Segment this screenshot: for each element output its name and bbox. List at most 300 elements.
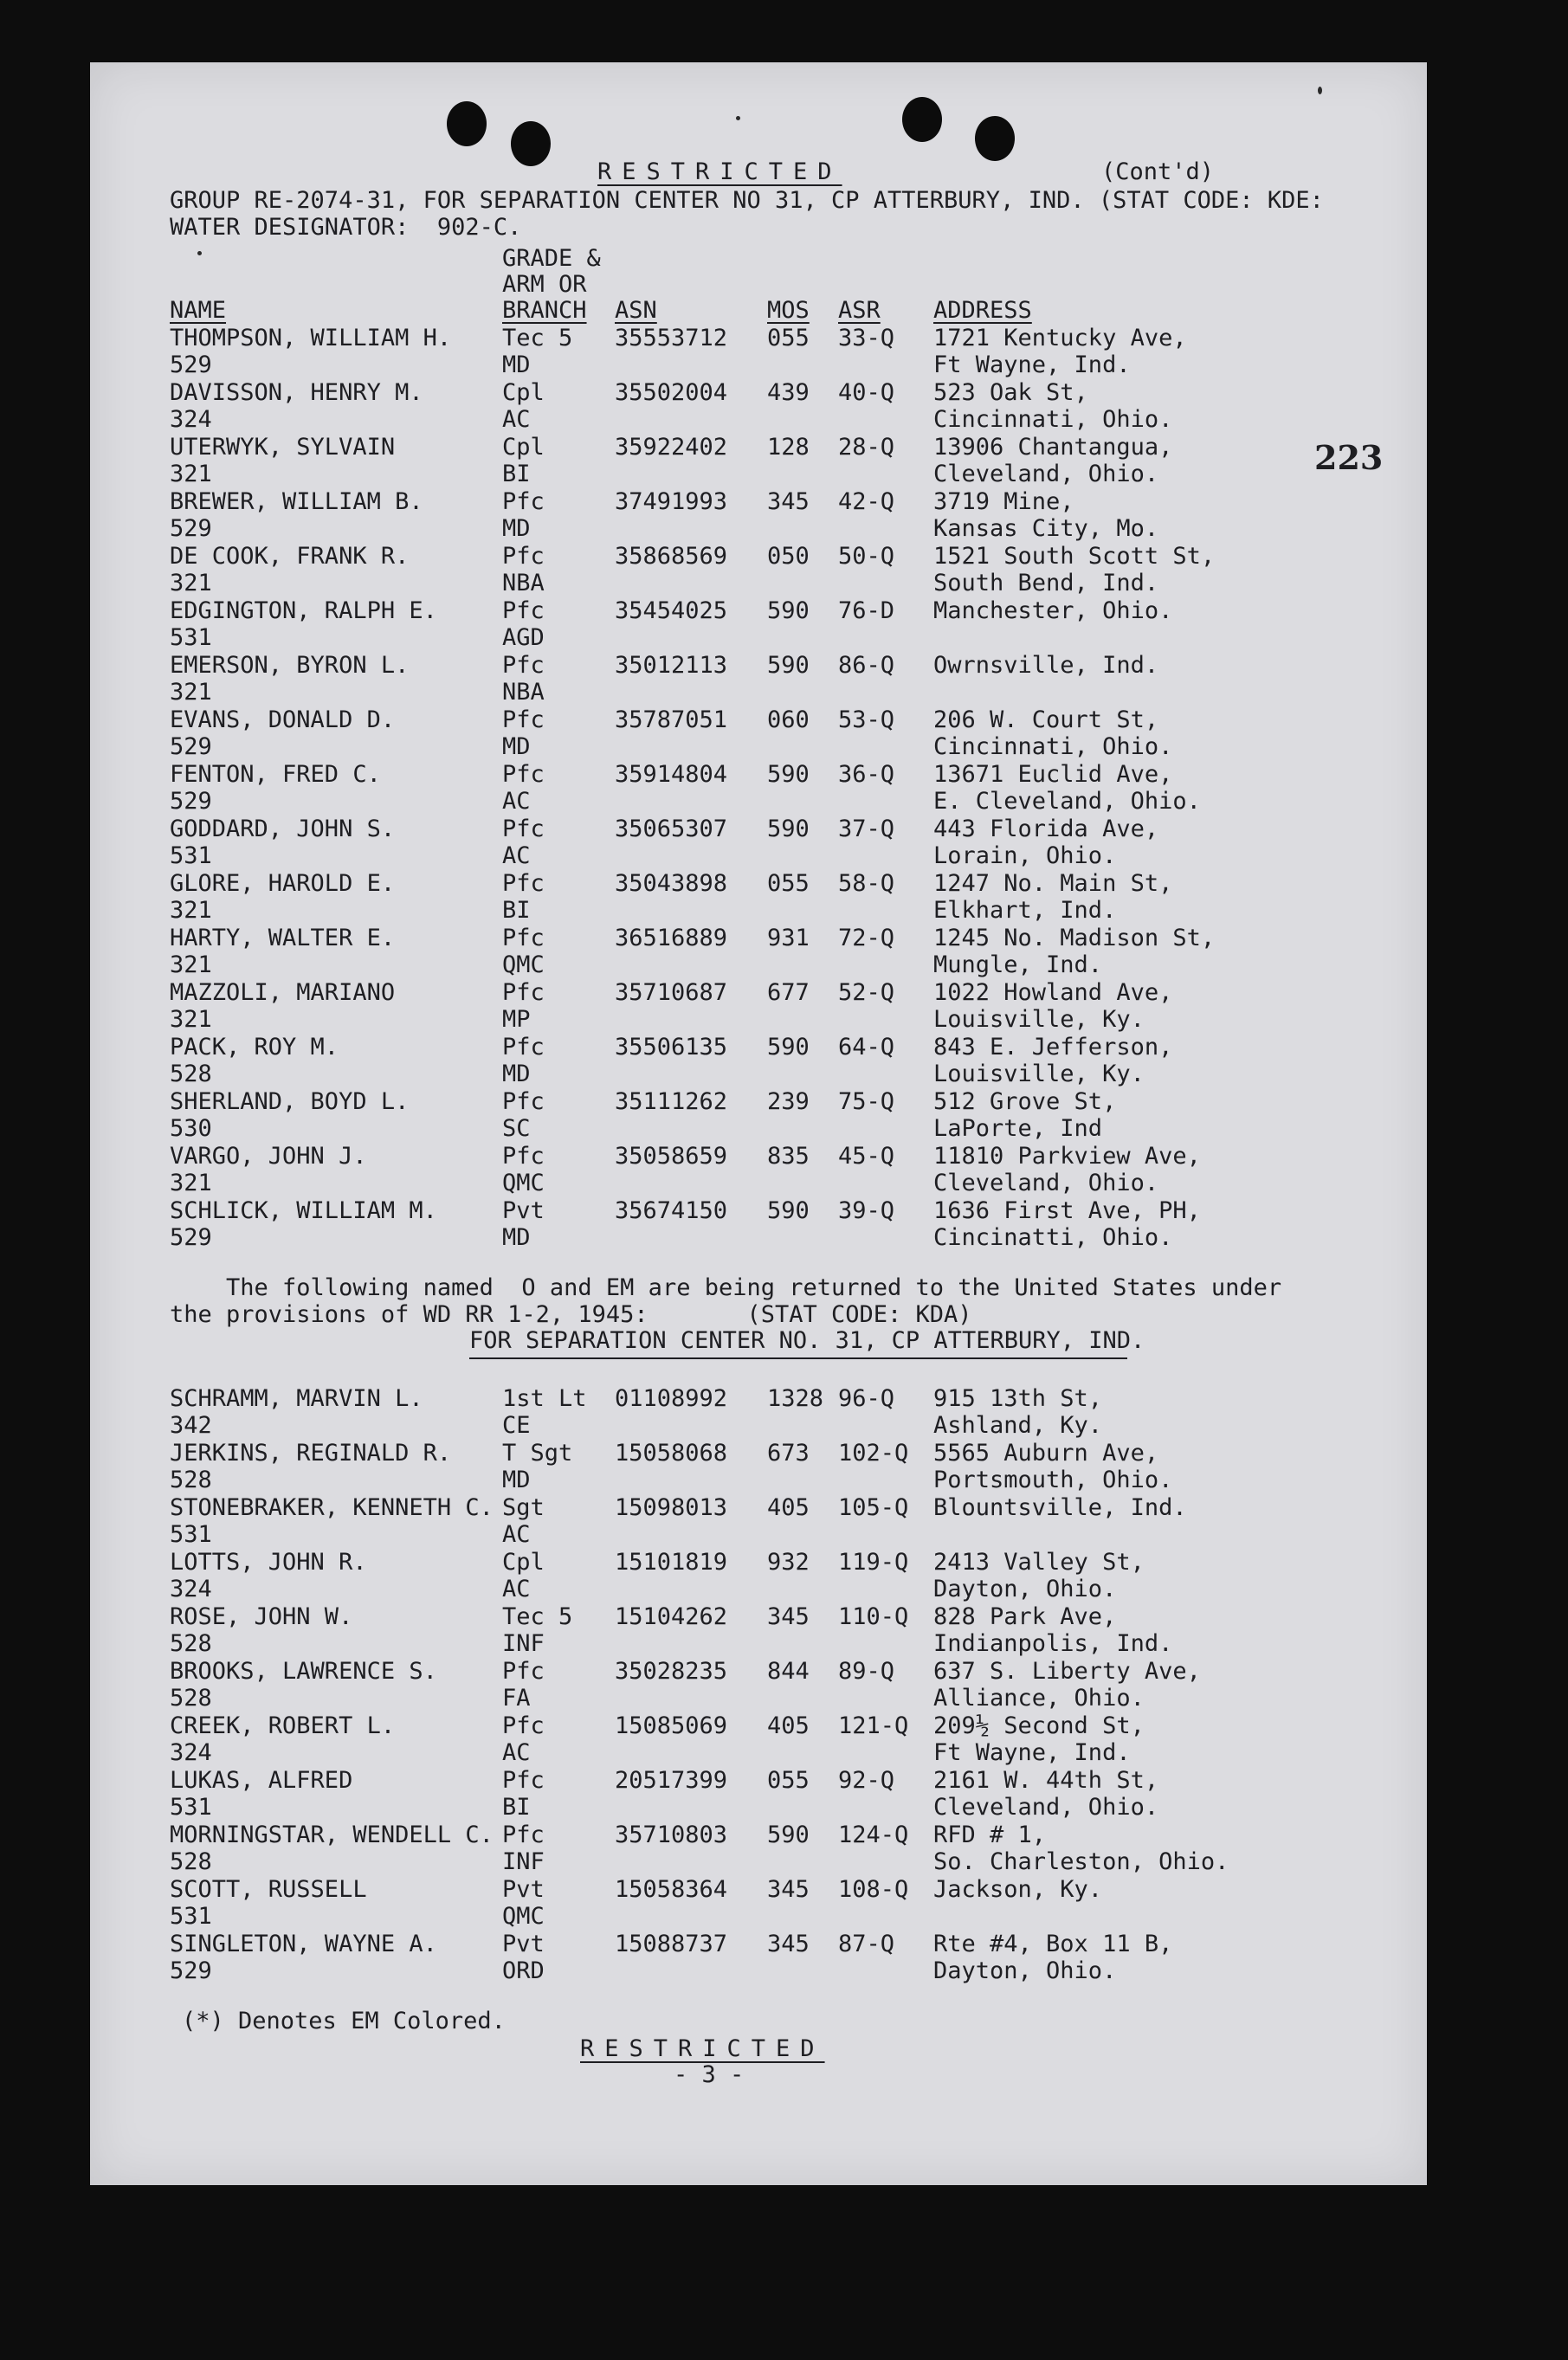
mos: 345 [767, 1931, 810, 1957]
grade: Pfc [502, 488, 545, 515]
asn: 15101819 [615, 1549, 728, 1576]
page-stamp-number: 223 [1314, 438, 1384, 477]
address-line-1: 443 Florida Ave, [933, 816, 1159, 842]
asn: 15104262 [615, 1603, 728, 1630]
address-line-2: Dayton, Ohio. [933, 1957, 1117, 1984]
soldier-name: GLORE, HAROLD E. [170, 870, 396, 897]
arm-branch: AC [502, 1739, 531, 1766]
section-2-header: FOR SEPARATION CENTER NO. 31, CP ATTERBURY, IND. [469, 1327, 1145, 1354]
paper-speck [197, 251, 202, 255]
soldier-name: PACK, ROY M. [170, 1034, 339, 1061]
soldier-name: FENTON, FRED C. [170, 761, 381, 788]
table-row [90, 1767, 1427, 1822]
asr: 52-Q [838, 979, 895, 1006]
address-line-1: 1636 First Ave, PH, [933, 1197, 1201, 1224]
address-line-1: 2413 Valley St, [933, 1549, 1145, 1576]
unit-code: 529 [170, 1224, 212, 1251]
table-row [90, 1712, 1427, 1768]
address-line-1: 5565 Auburn Ave, [933, 1440, 1159, 1467]
paragraph-line-1: The following named O and EM are being returned to the United States under [170, 1274, 1282, 1301]
asr: 72-Q [838, 925, 895, 951]
mos: 590 [767, 1034, 810, 1061]
arm-branch: CE [502, 1412, 531, 1439]
arm-branch: BI [502, 1794, 531, 1821]
table-row [90, 1494, 1427, 1550]
address-line-1: 512 Grove St, [933, 1088, 1117, 1115]
address-line-1: 1022 Howland Ave, [933, 979, 1173, 1006]
paragraph-line-2: the provisions of WD RR 1-2, 1945: (STAT CODE: KDA) [170, 1301, 972, 1328]
unit-code: 530 [170, 1115, 212, 1142]
asr: 40-Q [838, 379, 895, 406]
asn: 35502004 [615, 379, 728, 406]
unit-code: 531 [170, 1521, 212, 1548]
address-line-2: Alliance, Ohio. [933, 1685, 1145, 1712]
mos: 673 [767, 1440, 810, 1467]
asn: 35012113 [615, 652, 728, 679]
mos: 677 [767, 979, 810, 1006]
unit-code: 531 [170, 1903, 212, 1930]
soldier-name: MORNINGSTAR, WENDELL C. [170, 1822, 494, 1848]
mos: 405 [767, 1712, 810, 1739]
table-row [90, 1034, 1427, 1089]
address-line-1: 11810 Parkview Ave, [933, 1143, 1201, 1170]
address-line-1: 1721 Kentucky Ave, [933, 325, 1187, 351]
table-row [90, 1549, 1427, 1604]
unit-code: 321 [170, 1170, 212, 1196]
asr: 124-Q [838, 1822, 909, 1848]
address-line-2: Cleveland, Ohio. [933, 1794, 1159, 1821]
mos: 345 [767, 488, 810, 515]
section-2-header-rule [469, 1357, 1127, 1359]
arm-branch: AC [502, 842, 531, 869]
soldier-name: STONEBRAKER, KENNETH C. [170, 1494, 494, 1521]
address-line-2: Louisville, Ky. [933, 1006, 1145, 1033]
asn: 35553712 [615, 325, 728, 351]
address-line-1: 1521 South Scott St, [933, 543, 1216, 570]
arm-branch: NBA [502, 679, 545, 706]
soldier-name: EVANS, DONALD D. [170, 706, 396, 733]
asn: 35710687 [615, 979, 728, 1006]
table-row [90, 543, 1427, 598]
col-header-grade: GRADE & [502, 245, 601, 272]
address-line-1: 523 Oak St, [933, 379, 1088, 406]
grade: Pfc [502, 1767, 545, 1794]
address-line-1: 637 S. Liberty Ave, [933, 1658, 1201, 1685]
unit-code: 528 [170, 1061, 212, 1087]
mos: 844 [767, 1658, 810, 1685]
arm-branch: MD [502, 1061, 531, 1087]
mos: 128 [767, 434, 810, 461]
page-number: - 3 - [674, 2061, 745, 2088]
soldier-name: SHERLAND, BOYD L. [170, 1088, 410, 1115]
arm-branch: INF [502, 1630, 545, 1657]
grade: T Sgt [502, 1440, 573, 1467]
unit-code: 528 [170, 1467, 212, 1493]
soldier-name: DE COOK, FRANK R. [170, 543, 410, 570]
address-line-1: Owrnsville, Ind. [933, 652, 1159, 679]
mos: 932 [767, 1549, 810, 1576]
soldier-name: SCHLICK, WILLIAM M. [170, 1197, 437, 1224]
table-row [90, 870, 1427, 925]
asn: 35674150 [615, 1197, 728, 1224]
arm-branch: NBA [502, 570, 545, 596]
unit-code: 529 [170, 733, 212, 760]
grade: Pfc [502, 816, 545, 842]
unit-code: 321 [170, 897, 212, 924]
soldier-name: CREEK, ROBERT L. [170, 1712, 396, 1739]
arm-branch: MD [502, 1467, 531, 1493]
address-line-2: Kansas City, Mo. [933, 515, 1159, 542]
grade: Pfc [502, 543, 545, 570]
address-line-1: Jackson, Ky. [933, 1876, 1103, 1903]
grade: Pfc [502, 597, 545, 624]
arm-branch: INF [502, 1848, 545, 1875]
grade: Cpl [502, 379, 545, 406]
paper-speck [736, 116, 740, 120]
address-line-2: Elkhart, Ind. [933, 897, 1117, 924]
mos: 1328 [767, 1385, 824, 1412]
address-line-2: Mungle, Ind. [933, 951, 1103, 978]
table-row [90, 379, 1427, 435]
grade: Pvt [502, 1931, 545, 1957]
table-row [90, 1440, 1427, 1495]
asn: 35922402 [615, 434, 728, 461]
table-row [90, 1385, 1427, 1441]
unit-code: 528 [170, 1630, 212, 1657]
returned-paragraph [170, 1274, 1399, 1328]
table-row [90, 597, 1427, 653]
asr: 121-Q [838, 1712, 909, 1739]
address-line-2: Cleveland, Ohio. [933, 461, 1159, 487]
asn: 35028235 [615, 1658, 728, 1685]
address-line-2: LaPorte, Ind [933, 1115, 1103, 1142]
address-line-2: So. Charleston, Ohio. [933, 1848, 1229, 1875]
asr: 42-Q [838, 488, 895, 515]
table-row [90, 434, 1427, 489]
asn: 35506135 [615, 1034, 728, 1061]
arm-branch: BI [502, 897, 531, 924]
address-line-1: 828 Park Ave, [933, 1603, 1117, 1630]
arm-branch: MP [502, 1006, 531, 1033]
address-line-2: Portsmouth, Ohio. [933, 1467, 1173, 1493]
restricted-marking: RESTRICTED [597, 158, 842, 185]
table-row [90, 925, 1427, 980]
asr: 33-Q [838, 325, 895, 351]
asr: 75-Q [838, 1088, 895, 1115]
soldier-name: LOTTS, JOHN R. [170, 1549, 367, 1576]
unit-code: 529 [170, 351, 212, 378]
address-line-2: Cleveland, Ohio. [933, 1170, 1159, 1196]
address-line-2: Ft Wayne, Ind. [933, 351, 1131, 378]
unit-code: 324 [170, 1739, 212, 1766]
unit-code: 531 [170, 842, 212, 869]
asr: 36-Q [838, 761, 895, 788]
grade: Sgt [502, 1494, 545, 1521]
unit-code: 528 [170, 1685, 212, 1712]
arm-branch: QMC [502, 1903, 545, 1930]
address-line-1: Manchester, Ohio. [933, 597, 1173, 624]
mos: 590 [767, 652, 810, 679]
soldier-name: SCHRAMM, MARVIN L. [170, 1385, 423, 1412]
mos: 590 [767, 1822, 810, 1848]
continued-note: (Cont'd) [1101, 158, 1215, 185]
address-line-2: E. Cleveland, Ohio. [933, 788, 1201, 815]
soldier-name: SINGLETON, WAYNE A. [170, 1931, 437, 1957]
unit-code: 531 [170, 624, 212, 651]
asn: 35058659 [615, 1143, 728, 1170]
mos: 055 [767, 325, 810, 351]
address-line-2: Louisville, Ky. [933, 1061, 1145, 1087]
soldier-name: MAZZOLI, MARIANO [170, 979, 396, 1006]
arm-branch: AC [502, 1576, 531, 1602]
unit-code: 321 [170, 951, 212, 978]
asr: 50-Q [838, 543, 895, 570]
address-line-2: Cincinnati, Ohio. [933, 406, 1173, 433]
unit-code: 529 [170, 1957, 212, 1984]
table-row [90, 706, 1427, 762]
table-row [90, 979, 1427, 1035]
address-line-2: Dayton, Ohio. [933, 1576, 1117, 1602]
unit-code: 324 [170, 406, 212, 433]
asr: 87-Q [838, 1931, 895, 1957]
mos: 590 [767, 1197, 810, 1224]
table-row [90, 1822, 1427, 1877]
mos: 590 [767, 816, 810, 842]
punch-hole [447, 101, 487, 146]
mos: 590 [767, 597, 810, 624]
mos: 931 [767, 925, 810, 951]
footnote: (*) Denotes EM Colored. [182, 2008, 506, 2034]
asn: 15058364 [615, 1876, 728, 1903]
grade: Pfc [502, 706, 545, 733]
address-line-2: Ashland, Ky. [933, 1412, 1103, 1439]
address-line-1: 843 E. Jefferson, [933, 1034, 1173, 1061]
arm-branch: SC [502, 1115, 531, 1142]
arm-branch: AC [502, 406, 531, 433]
soldier-name: BREWER, WILLIAM B. [170, 488, 423, 515]
col-header-asn: ASN [615, 297, 657, 324]
address-line-1: Blountsville, Ind. [933, 1494, 1187, 1521]
mos: 590 [767, 761, 810, 788]
address-line-1: 3719 Mine, [933, 488, 1074, 515]
asn: 35787051 [615, 706, 728, 733]
grade: Pfc [502, 1658, 545, 1685]
address-line-2: Indianpolis, Ind. [933, 1630, 1173, 1657]
table-row [90, 1876, 1427, 1931]
soldier-name: GODDARD, JOHN S. [170, 816, 396, 842]
table-row [90, 816, 1427, 871]
arm-branch: AC [502, 788, 531, 815]
soldier-name: EDGINGTON, RALPH E. [170, 597, 437, 624]
asn: 20517399 [615, 1767, 728, 1794]
mos: 345 [767, 1876, 810, 1903]
table-row [90, 1931, 1427, 1986]
mos: 439 [767, 379, 810, 406]
mos: 050 [767, 543, 810, 570]
paper-speck [1318, 87, 1322, 94]
asr: 64-Q [838, 1034, 895, 1061]
grade: 1st Lt [502, 1385, 587, 1412]
asn: 35065307 [615, 816, 728, 842]
table-row [90, 1658, 1427, 1713]
grade: Tec 5 [502, 1603, 573, 1630]
asr: 92-Q [838, 1767, 895, 1794]
asr: 96-Q [838, 1385, 895, 1412]
grade: Pfc [502, 761, 545, 788]
asr: 53-Q [838, 706, 895, 733]
group-line: GROUP RE-2074-31, FOR SEPARATION CENTER NO 31, CP ATTERBURY, IND. (STAT CODE: KDE: [170, 187, 1324, 214]
col-header-asr: ASR [838, 297, 881, 324]
soldier-name: VARGO, JOHN J. [170, 1143, 367, 1170]
document-page [90, 62, 1427, 2185]
unit-code: 324 [170, 1576, 212, 1602]
asn: 35043898 [615, 870, 728, 897]
table-row [90, 652, 1427, 707]
punch-hole [511, 121, 551, 166]
grade: Pfc [502, 1088, 545, 1115]
soldier-name: BROOKS, LAWRENCE S. [170, 1658, 437, 1685]
address-line-1: Rte #4, Box 11 B, [933, 1931, 1173, 1957]
asr: 28-Q [838, 434, 895, 461]
unit-code: 321 [170, 1006, 212, 1033]
soldier-name: THOMPSON, WILLIAM H. [170, 325, 452, 351]
col-header-mos: MOS [767, 297, 810, 324]
unit-code: 321 [170, 570, 212, 596]
address-line-1: RFD # 1, [933, 1822, 1047, 1848]
unit-code: 528 [170, 1848, 212, 1875]
water-designator: WATER DESIGNATOR: 902-C. [170, 214, 522, 241]
address-line-2: Lorain, Ohio. [933, 842, 1117, 869]
mos: 060 [767, 706, 810, 733]
arm-branch: MD [502, 515, 531, 542]
table-row [90, 1143, 1427, 1198]
asn: 36516889 [615, 925, 728, 951]
asr: 119-Q [838, 1549, 909, 1576]
soldier-name: LUKAS, ALFRED [170, 1767, 353, 1794]
grade: Pvt [502, 1197, 545, 1224]
arm-branch: AC [502, 1521, 531, 1548]
punch-hole [975, 116, 1015, 161]
grade: Pfc [502, 1034, 545, 1061]
address-line-1: 13906 Chantangua, [933, 434, 1173, 461]
asn: 15085069 [615, 1712, 728, 1739]
mos: 405 [767, 1494, 810, 1521]
soldier-name: EMERSON, BYRON L. [170, 652, 410, 679]
table-row [90, 1603, 1427, 1659]
grade: Cpl [502, 434, 545, 461]
address-line-1: 915 13th St, [933, 1385, 1103, 1412]
soldier-name: ROSE, JOHN W. [170, 1603, 353, 1630]
address-line-1: 13671 Euclid Ave, [933, 761, 1173, 788]
asr: 37-Q [838, 816, 895, 842]
address-line-2: Cincinatti, Ohio. [933, 1224, 1173, 1251]
grade: Pfc [502, 652, 545, 679]
asn: 35111262 [615, 1088, 728, 1115]
asn: 15058068 [615, 1440, 728, 1467]
asr: 58-Q [838, 870, 895, 897]
unit-code: 321 [170, 679, 212, 706]
col-header-arm: ARM OR [502, 271, 587, 298]
grade: Tec 5 [502, 325, 573, 351]
mos: 345 [767, 1603, 810, 1630]
asr: 102-Q [838, 1440, 909, 1467]
col-header-address: ADDRESS [933, 297, 1032, 324]
asr: 76-D [838, 597, 895, 624]
unit-code: 529 [170, 515, 212, 542]
arm-branch: BI [502, 461, 531, 487]
grade: Pfc [502, 870, 545, 897]
grade: Cpl [502, 1549, 545, 1576]
grade: Pfc [502, 1822, 545, 1848]
asr: 45-Q [838, 1143, 895, 1170]
unit-code: 342 [170, 1412, 212, 1439]
address-line-2: South Bend, Ind. [933, 570, 1159, 596]
soldier-name: JERKINS, REGINALD R. [170, 1440, 452, 1467]
table-row [90, 761, 1427, 816]
address-line-1: 206 W. Court St, [933, 706, 1159, 733]
table-row [90, 1197, 1427, 1253]
asn: 15088737 [615, 1931, 728, 1957]
asn: 35710803 [615, 1822, 728, 1848]
arm-branch: QMC [502, 1170, 545, 1196]
table-row [90, 1088, 1427, 1144]
grade: Pfc [502, 925, 545, 951]
asn: 35868569 [615, 543, 728, 570]
asn: 35454025 [615, 597, 728, 624]
address-line-1: 1245 No. Madison St, [933, 925, 1216, 951]
punch-hole [902, 97, 942, 142]
asr: 89-Q [838, 1658, 895, 1685]
mos: 055 [767, 870, 810, 897]
soldier-name: HARTY, WALTER E. [170, 925, 396, 951]
asr: 39-Q [838, 1197, 895, 1224]
unit-code: 531 [170, 1794, 212, 1821]
soldier-name: UTERWYK, SYLVAIN [170, 434, 396, 461]
table-row [90, 488, 1427, 544]
mos: 055 [767, 1767, 810, 1794]
asn: 01108992 [615, 1385, 728, 1412]
arm-branch: MD [502, 1224, 531, 1251]
arm-branch: FA [502, 1685, 531, 1712]
asn: 37491993 [615, 488, 728, 515]
arm-branch: AGD [502, 624, 545, 651]
arm-branch: MD [502, 351, 531, 378]
grade: Pfc [502, 1712, 545, 1739]
address-line-2: Ft Wayne, Ind. [933, 1739, 1131, 1766]
arm-branch: MD [502, 733, 531, 760]
grade: Pvt [502, 1876, 545, 1903]
soldier-name: DAVISSON, HENRY M. [170, 379, 423, 406]
table-row [90, 325, 1427, 380]
asr: 105-Q [838, 1494, 909, 1521]
arm-branch: ORD [502, 1957, 545, 1984]
unit-code: 529 [170, 788, 212, 815]
asr: 108-Q [838, 1876, 909, 1903]
col-header-branch: BRANCH [502, 297, 587, 324]
grade: Pfc [502, 1143, 545, 1170]
col-header-name: NAME [170, 297, 227, 324]
address-line-1: 209½ Second St, [933, 1712, 1145, 1739]
address-line-2: Cincinnati, Ohio. [933, 733, 1173, 760]
asn: 35914804 [615, 761, 728, 788]
address-line-1: 1247 No. Main St, [933, 870, 1173, 897]
asr: 110-Q [838, 1603, 909, 1630]
soldier-name: SCOTT, RUSSELL [170, 1876, 367, 1903]
asr: 86-Q [838, 652, 895, 679]
unit-code: 321 [170, 461, 212, 487]
arm-branch: QMC [502, 951, 545, 978]
address-line-1: 2161 W. 44th St, [933, 1767, 1159, 1794]
